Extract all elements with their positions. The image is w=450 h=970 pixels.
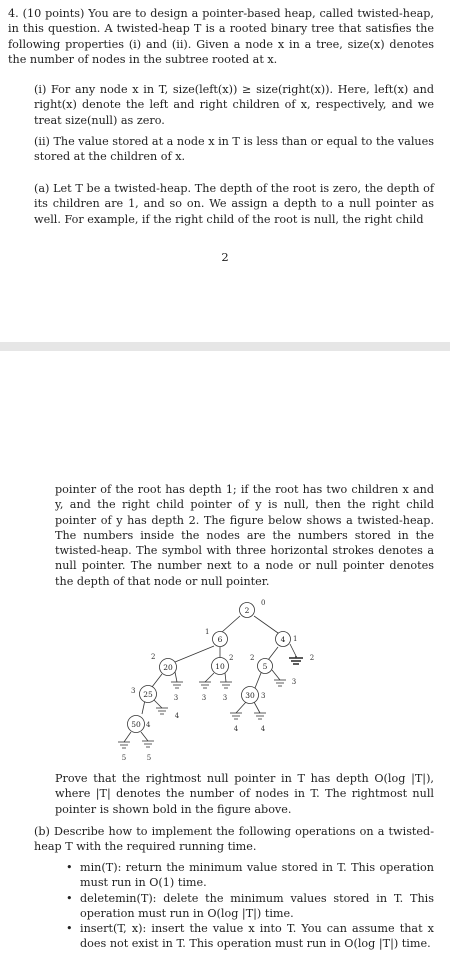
operations-list [66, 860, 434, 952]
null-pointer-25-right [156, 708, 168, 714]
bullet-deletemin: deletemin(T): delete the minimum values stored in T. This operation must run in O(log |T|) time. [80, 891, 434, 920]
node-2-value: 2 [244, 606, 250, 615]
part-a-continued [55, 482, 434, 589]
depth-label-node-5: 2 [250, 654, 255, 662]
depth-label-node-50: 4 [146, 721, 151, 729]
list-item [66, 860, 434, 891]
prove-text: Prove that the rightmost null pointer in T has depth O(log |T|), where |T| denotes the number of nodes in T. The rightmost null pointer is shown bold in the figure above. [55, 772, 434, 816]
part-b [34, 824, 434, 855]
null-pointer-10-left [199, 682, 211, 688]
property-i [34, 82, 434, 128]
node-20-value: 20 [163, 663, 173, 672]
null-pointer-50-right [142, 741, 154, 747]
depth-label-null-10-right: 3 [222, 694, 228, 702]
null-pointer-5-right [274, 680, 286, 686]
depth-label-null-50-right: 5 [146, 754, 152, 762]
depth-label-null-5-right: 3 [291, 678, 297, 686]
null-pointer-30-right [254, 713, 266, 719]
depth-label-null-20-right: 3 [173, 694, 179, 702]
property-ii [34, 134, 434, 165]
depth-label-null-25-right: 4 [174, 712, 180, 720]
null-pointer-20-right [171, 682, 183, 688]
depth-label-null-30-right: 4 [260, 725, 266, 733]
bullet-min: min(T): return the minimum value stored in T. This operation must run in O(1) time. [80, 861, 434, 890]
part-a-text-1: (a) Let T be a twisted-heap. The depth of the root is zero, the depth of its children are 1, and so on. We assign a depth to a null pointer as well. For example, if the right child of the root is null, the right child [34, 182, 434, 226]
depth-label-null-30-left: 4 [233, 725, 239, 733]
prove-paragraph [55, 771, 434, 817]
bullet-icon: • [66, 922, 73, 936]
page-break [0, 342, 450, 351]
bullet-icon: • [66, 861, 73, 874]
node-50-value: 50 [131, 720, 141, 729]
twisted-heap-figure [0, 590, 450, 770]
null-pointer-bold [289, 656, 303, 664]
part-a-text-2: pointer of the root has depth 1; if the root has two children x and y, and the right child pointer of y is null, then the right child pointer of y has depth 2. The figure below shows a twisted-heap. The numbers inside the nodes are the numbers stored in the twisted-heap. The symbol with three horizontal strokes denotes a null pointer. The number next to a node or null pointer denotes the depth of that node or null pointer. [55, 483, 434, 588]
node-30-value: 30 [245, 691, 255, 700]
property-i-text: (i) For any node x in T, size(left(x)) ≥ size(right(x)). Here, left(x) and right(x) denote the left and right children of x, respectively, and we treat size(null) as zero. [34, 83, 434, 127]
part-b-text: (b) Describe how to implement the following operations on a twisted-heap T with the required running time. [34, 825, 434, 854]
depth-label-node-30: 3 [261, 692, 266, 700]
list-item [66, 921, 434, 952]
page-number: 2 [221, 250, 229, 264]
depth-label-node-25: 3 [131, 687, 136, 695]
problem-intro [8, 6, 434, 67]
depth-label-node-4: 1 [293, 635, 298, 643]
node-4-value: 4 [280, 635, 286, 644]
null-pointer-50-left [118, 742, 130, 748]
node-10-value: 10 [215, 662, 225, 671]
part-a-first [34, 181, 434, 227]
depth-label-null-4-right: 2 [309, 654, 315, 662]
bullet-insert: insert(T, x): insert the value x into T. You can assume that x does not exist in T. This operation must run in O(log |T|) time. [80, 922, 434, 951]
null-pointer-30-left [230, 713, 242, 719]
node-25-value: 25 [143, 690, 153, 699]
property-ii-text: (ii) The value stored at a node x in T is less than or equal to the values stored at the children of x. [34, 135, 434, 164]
null-pointer-10-right [220, 682, 232, 688]
node-5-value: 5 [262, 662, 268, 671]
depth-label-node-6: 1 [205, 628, 210, 636]
bullet-icon: • [66, 891, 73, 905]
depth-label-null-50-left: 5 [121, 754, 127, 762]
depth-label-node-2: 0 [261, 599, 266, 607]
depth-label-node-10: 2 [229, 654, 234, 662]
node-6-value: 6 [217, 635, 223, 644]
list-item [66, 891, 434, 922]
depth-label-null-10-left: 3 [201, 694, 207, 702]
intro-paragraph: 4. (10 points) You are to design a pointer-based heap, called twisted-heap, in this question. A twisted-heap T is a rooted binary tree that satisfies the following properties (i) and (ii). Given a node x in a tree, size(x) denotes the number of nodes in the subtree rooted at x. [8, 7, 434, 66]
depth-label-node-20: 2 [151, 653, 156, 661]
